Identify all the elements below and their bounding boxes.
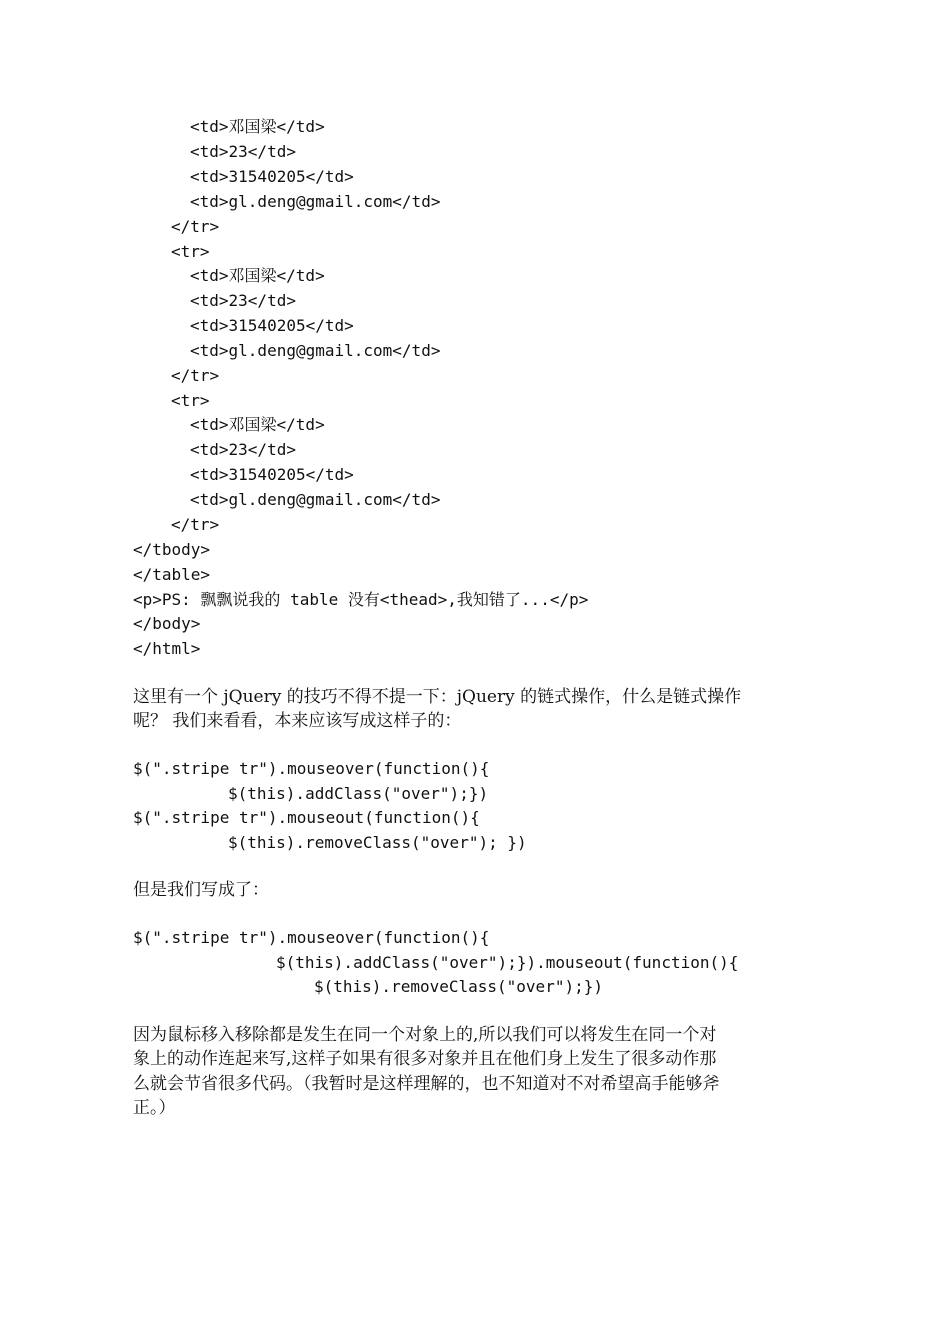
code-line: <td>31540205</td> <box>190 316 354 335</box>
paragraph-line: 象上的动作连起来写,这样子如果有很多对象并且在他们身上发生了很多动作那 <box>133 1049 717 1069</box>
code-line: $(this).removeClass("over");}) <box>314 977 603 996</box>
code-line: <td>23</td> <box>190 291 296 310</box>
paragraph-line: 么就会节省很多代码。（我暂时是这样理解的，也不知道对不对希望高手能够斧 <box>133 1074 720 1094</box>
code-line: $(".stripe tr").mouseout(function(){ <box>133 808 480 827</box>
code-line: </tr> <box>171 515 220 534</box>
code-line: <td>gl.deng@gmail.com</td> <box>190 192 441 211</box>
code-line: <td>邓国梁</td> <box>190 415 325 434</box>
paragraph-but-we-wrote: 但是我们写成了： <box>133 880 269 900</box>
code-line: <tr> <box>171 391 210 410</box>
code-line: $(".stripe tr").mouseover(function(){ <box>133 928 490 947</box>
code-line: </body> <box>133 614 201 633</box>
code-line: $(".stripe tr").mouseover(function(){ <box>133 759 490 778</box>
code-line: </tr> <box>171 217 220 236</box>
code-line: <td>31540205</td> <box>190 167 354 186</box>
code-line: $(this).addClass("over");}).mouseout(function(){ <box>276 953 739 972</box>
paragraph-line: 这里有一个 jQuery 的技巧不得不提一下：jQuery 的链式操作，什么是链式操作 <box>133 687 742 707</box>
paragraph-line: 正。） <box>133 1098 176 1118</box>
code-line: <td>gl.deng@gmail.com</td> <box>190 490 441 509</box>
code-line: <td>邓国梁</td> <box>190 117 325 136</box>
code-line: <td>23</td> <box>190 142 296 161</box>
code-line: </html> <box>133 639 201 658</box>
code-line: <tr> <box>171 242 210 261</box>
code-line: <td>邓国梁</td> <box>190 266 325 285</box>
code-line: </table> <box>133 565 211 584</box>
code-line: </tbody> <box>133 540 211 559</box>
code-line: $(this).addClass("over");}) <box>228 784 489 803</box>
paragraph-line: 因为鼠标移入移除都是发生在同一个对象上的,所以我们可以将发生在同一个对 <box>133 1025 717 1045</box>
code-line: </tr> <box>171 366 220 385</box>
code-line: $(this).removeClass("over"); }) <box>228 833 527 852</box>
code-line: <p>PS: 飘飘说我的 table 没有<thead>,我知错了...</p> <box>133 590 589 609</box>
paragraph-line: 呢？ 我们来看看，本来应该写成这样子的： <box>133 711 462 731</box>
code-line: <td>31540205</td> <box>190 465 354 484</box>
code-line: <td>gl.deng@gmail.com</td> <box>190 341 441 360</box>
code-line: <td>23</td> <box>190 440 296 459</box>
